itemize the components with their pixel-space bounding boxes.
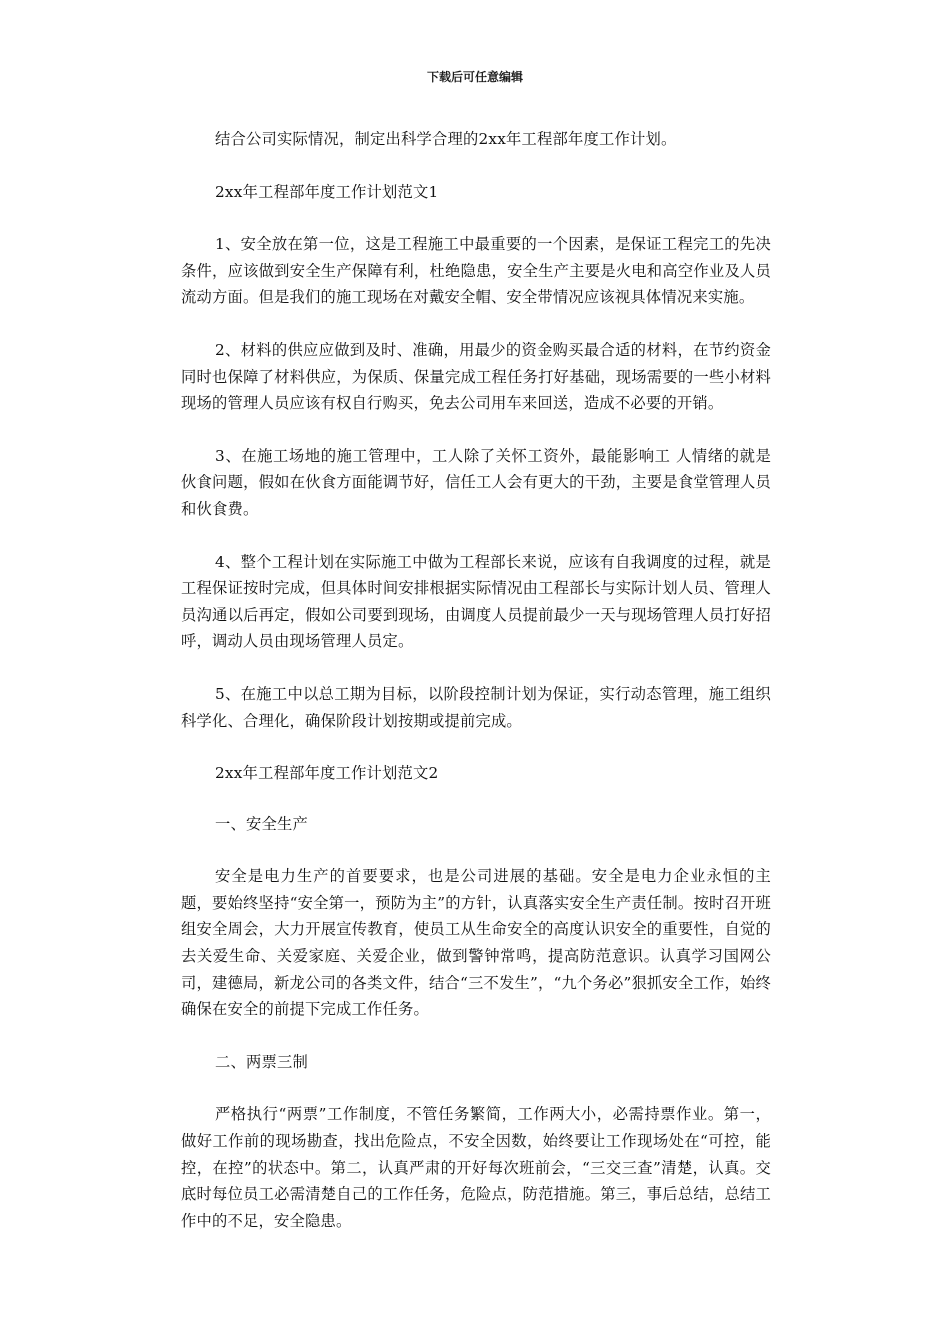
document-body — [181, 126, 771, 1234]
item-paragraph-2: 2、材料的供应应做到及时、准确，用最少的资金购买最合适的材料，在节约资金同时也保障了材料供应，为保质、保量完成工程任务打好基础，现场需要的一些小材料现场的管理人员应该有权自行购买，免去公司用车来回送，造成不必要的开销。 — [181, 340, 771, 413]
section-heading-1: 2xx年工程部年度工作计划范文1 — [215, 182, 439, 201]
two-tickets-paragraph: 严格执行“两票”工作制度，不管任务繁简，工作两大小，必需持票作业。第一，做好工作前的现场勘查，找出危险点，不安全因数，始终要让工作现场处在“可控，能控，在控”的状态中。第二，认真严肃的开好每次班前会，“三交三查”清楚，认真。交底时每位员工必需清楚自己的工作任务，危险点，防范措施。第三，事后总结，总结工作中的不足，安全隐患。 — [181, 1105, 771, 1230]
item-paragraph-4: 4、整个工程计划在实际施工中做为工程部长来说，应该有自我调度的过程，就是工程保证按时完成，但具体时间安排根据实际情况由工程部长与实际计划人员、管理人员沟通以后再定，假如公司要到现场，由调度人员提前最少一天与现场管理人员打好招呼，调动人员由现场管理人员定。 — [181, 552, 771, 651]
intro-paragraph: 结合公司实际情况，制定出科学合理的2xx年工程部年度工作计划。 — [215, 130, 677, 148]
item-paragraph-5: 5、在施工中以总工期为目标，以阶段控制计划为保证，实行动态管理，施工组织科学化、合理化，确保阶段计划按期或提前完成。 — [181, 684, 771, 730]
subheading-two-tickets: 二、两票三制 — [215, 1052, 308, 1071]
page-header: 下载后可任意编辑 — [426, 70, 523, 84]
section-heading-2: 2xx年工程部年度工作计划范文2 — [215, 764, 439, 783]
item-paragraph-1: 1、安全放在第一位，这是工程施工中最重要的一个因素，是保证工程完工的先决条件，应该做到安全生产保障有利，杜绝隐患，安全生产主要是火电和高空作业及人员流动方面。但是我们的施工现场在对戴安全帽、安全带情况应该视具体情况来实施。 — [181, 235, 771, 307]
safety-paragraph: 安全是电力生产的首要要求，也是公司进展的基础。安全是电力企业永恒的主题，要始终坚持“安全第一，预防为主”的方针，认真落实安全生产责任制。按时召开班组安全周会，大力开展宣传教育，使员工从生命安全的高度认识安全的重要性，自觉的去关爱生命、关爱家庭、关爱企业，做到警钟常鸣，提高防范意识。认真学习国网公司，建德局，新龙公司的各类文件，结合“三不发生”，“九个务必”狠抓安全工作，始终确保在安全的前提下完成工作任务。 — [181, 867, 771, 1019]
item-paragraph-3: 3、在施工场地的施工管理中，工人除了关怀工资外，最能影响工 人情绪的就是伙食问题，假如在伙食方面能调节好，信任工人会有更大的干劲，主要是食堂管理人员和伙食费。 — [181, 446, 771, 518]
subheading-safety: 一、安全生产 — [215, 814, 308, 833]
